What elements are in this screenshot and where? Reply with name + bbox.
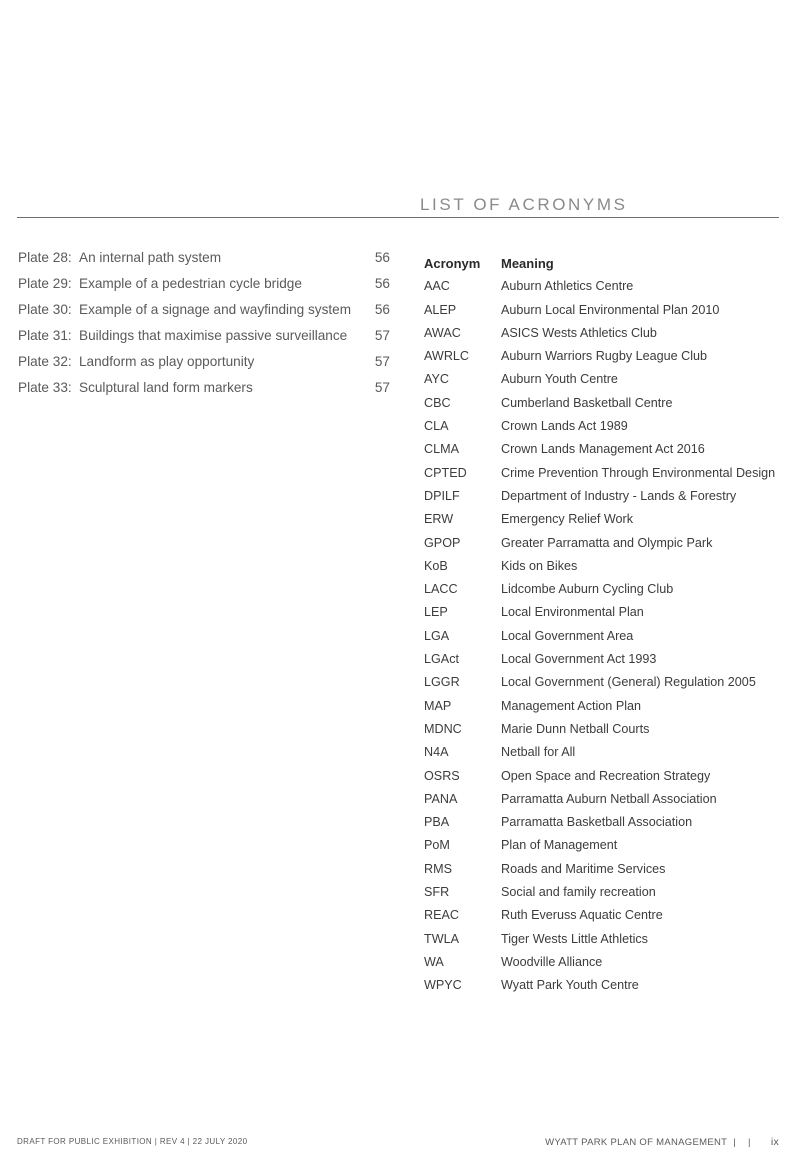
acronym-row	[424, 326, 784, 349]
acronym-meaning: Parramatta Auburn Netball Association	[501, 791, 717, 806]
acronym-code: OSRS	[424, 768, 460, 783]
plate-page-number: 56	[374, 276, 390, 291]
acronym-meaning: Plan of Management	[501, 838, 618, 853]
acronym-meaning: Crime Prevention Through Environmental Design	[501, 465, 776, 480]
acronym-table-header	[424, 256, 784, 279]
footer-document-title	[545, 1136, 779, 1148]
acronym-code: LGA	[424, 628, 450, 643]
plate-entry	[18, 354, 390, 380]
acronym-row	[424, 745, 784, 768]
plate-page-number: 57	[374, 354, 390, 369]
acronym-row	[424, 675, 784, 698]
plate-entry	[18, 250, 390, 276]
acronym-row	[424, 838, 784, 861]
plate-caption: An internal path system	[79, 250, 222, 265]
plate-page-number: 57	[374, 380, 390, 395]
acronym-meaning: Parramatta Basketball Association	[501, 815, 693, 830]
acronym-meaning: Auburn Athletics Centre	[501, 279, 634, 294]
plate-number: Plate 29:	[18, 276, 72, 291]
section-title: LIST OF ACRONYMS	[420, 195, 628, 214]
acronym-row	[424, 466, 784, 489]
acronym-code: MAP	[424, 698, 452, 713]
acronym-table	[424, 256, 784, 1002]
acronym-row	[424, 536, 784, 559]
page-number: ix	[770, 1136, 779, 1148]
plate-page-number: 56	[374, 250, 390, 265]
plate-page-number: 56	[374, 302, 390, 317]
acronym-row	[424, 349, 784, 372]
acronym-column-header: Acronym	[424, 256, 481, 271]
acronym-meaning: Local Government (General) Regulation 2005	[501, 675, 756, 690]
acronym-code: AWAC	[424, 325, 461, 340]
acronym-code: PBA	[424, 815, 450, 830]
acronym-code: MDNC	[424, 721, 462, 736]
acronym-row	[424, 652, 784, 675]
plate-number: Plate 31:	[18, 328, 72, 343]
acronym-row	[424, 559, 784, 582]
plate-caption: Example of a signage and wayfinding system	[79, 302, 352, 317]
title-divider	[17, 217, 779, 218]
acronym-meaning: Local Environmental Plan	[501, 605, 644, 620]
acronym-row	[424, 722, 784, 745]
acronym-meaning: Auburn Local Environmental Plan 2010	[501, 302, 720, 317]
acronym-row	[424, 303, 784, 326]
acronym-meaning: Wyatt Park Youth Centre	[501, 978, 639, 993]
acronym-code: CBC	[424, 395, 451, 410]
acronym-row	[424, 908, 784, 931]
plate-entry	[18, 328, 390, 354]
acronym-meaning: Netball for All	[501, 745, 576, 760]
plate-caption: Example of a pedestrian cycle bridge	[79, 276, 302, 291]
acronym-meaning: Emergency Relief Work	[501, 512, 634, 527]
plate-page-number: 57	[374, 328, 390, 343]
acronym-meaning: Ruth Everuss Aquatic Centre	[501, 908, 663, 923]
acronym-row	[424, 769, 784, 792]
acronym-code: ALEP	[424, 302, 457, 317]
acronym-row	[424, 396, 784, 419]
acronym-meaning: Cumberland Basketball Centre	[501, 395, 673, 410]
list-of-plates	[18, 250, 390, 406]
acronym-code: ERW	[424, 512, 454, 527]
acronym-meaning: ASICS Wests Athletics Club	[501, 325, 657, 340]
acronym-meaning: Auburn Youth Centre	[501, 372, 618, 387]
acronym-code: AAC	[424, 279, 450, 294]
acronym-meaning: Marie Dunn Netball Courts	[501, 721, 650, 736]
acronym-meaning: Social and family recreation	[501, 885, 656, 900]
acronym-code: KoB	[424, 558, 448, 573]
meaning-column-header: Meaning	[501, 256, 554, 271]
acronym-code: AWRLC	[424, 349, 470, 364]
acronym-row	[424, 442, 784, 465]
acronym-code: GPOP	[424, 535, 461, 550]
acronym-meaning: Local Government Act 1993	[501, 652, 657, 667]
acronym-row	[424, 862, 784, 885]
acronym-code: CLA	[424, 419, 449, 434]
footer-title: WYATT PARK PLAN OF MANAGEMENT	[545, 1137, 728, 1148]
acronym-meaning: Management Action Plan	[501, 698, 642, 713]
plate-number: Plate 32:	[18, 354, 72, 369]
footer-separator: |	[748, 1137, 751, 1148]
acronym-code: RMS	[424, 861, 452, 876]
acronym-row	[424, 885, 784, 908]
acronym-meaning: Lidcombe Auburn Cycling Club	[501, 582, 674, 597]
plate-caption: Buildings that maximise passive surveillance	[79, 328, 348, 343]
plate-number: Plate 30:	[18, 302, 72, 317]
acronym-meaning: Woodville Alliance	[501, 954, 603, 969]
acronym-row	[424, 419, 784, 442]
acronym-code: AYC	[424, 372, 449, 387]
plate-number: Plate 33:	[18, 380, 72, 395]
acronym-code: DPILF	[424, 488, 460, 503]
acronym-meaning: Crown Lands Management Act 2016	[501, 442, 705, 457]
plate-caption: Sculptural land form markers	[79, 380, 253, 395]
acronym-row	[424, 279, 784, 302]
acronym-code: TWLA	[424, 931, 459, 946]
acronym-row	[424, 955, 784, 978]
plate-caption: Landform as play opportunity	[79, 354, 255, 369]
acronym-row	[424, 512, 784, 535]
acronym-row	[424, 792, 784, 815]
acronym-meaning: Department of Industry - Lands & Forestry	[501, 488, 737, 503]
acronym-code: LGAct	[424, 652, 459, 667]
acronym-code: PANA	[424, 791, 458, 806]
acronym-meaning: Tiger Wests Little Athletics	[501, 931, 648, 946]
acronym-row	[424, 699, 784, 722]
plate-entry	[18, 302, 390, 328]
plate-number: Plate 28:	[18, 250, 72, 265]
acronym-code: REAC	[424, 908, 459, 923]
acronym-row	[424, 629, 784, 652]
acronym-row	[424, 372, 784, 395]
acronym-code: N4A	[424, 745, 449, 760]
acronym-code: SFR	[424, 885, 450, 900]
acronym-code: CPTED	[424, 465, 467, 480]
acronym-code: LEP	[424, 605, 448, 620]
acronym-meaning: Crown Lands Act 1989	[501, 419, 628, 434]
acronym-row	[424, 815, 784, 838]
acronym-code: PoM	[424, 838, 450, 853]
acronym-meaning: Open Space and Recreation Strategy	[501, 768, 711, 783]
acronym-code: LGGR	[424, 675, 460, 690]
acronym-meaning: Greater Parramatta and Olympic Park	[501, 535, 713, 550]
plate-entry	[18, 276, 390, 302]
acronym-code: LACC	[424, 582, 458, 597]
acronym-code: WA	[424, 954, 444, 969]
acronym-row	[424, 605, 784, 628]
acronym-row	[424, 489, 784, 512]
plate-entry	[18, 380, 390, 406]
acronym-meaning: Kids on Bikes	[501, 558, 578, 573]
acronym-row	[424, 582, 784, 605]
acronym-meaning: Auburn Warriors Rugby League Club	[501, 349, 708, 364]
acronym-code: WPYC	[424, 978, 462, 993]
acronym-meaning: Roads and Maritime Services	[501, 861, 666, 876]
footer-draft-note: DRAFT FOR PUBLIC EXHIBITION | REV 4 | 22 JULY 2020	[17, 1137, 248, 1146]
footer-separator: |	[733, 1137, 737, 1148]
acronym-meaning: Local Government Area	[501, 628, 634, 643]
acronym-row	[424, 932, 784, 955]
acronym-row	[424, 978, 784, 1001]
acronym-code: CLMA	[424, 442, 459, 457]
